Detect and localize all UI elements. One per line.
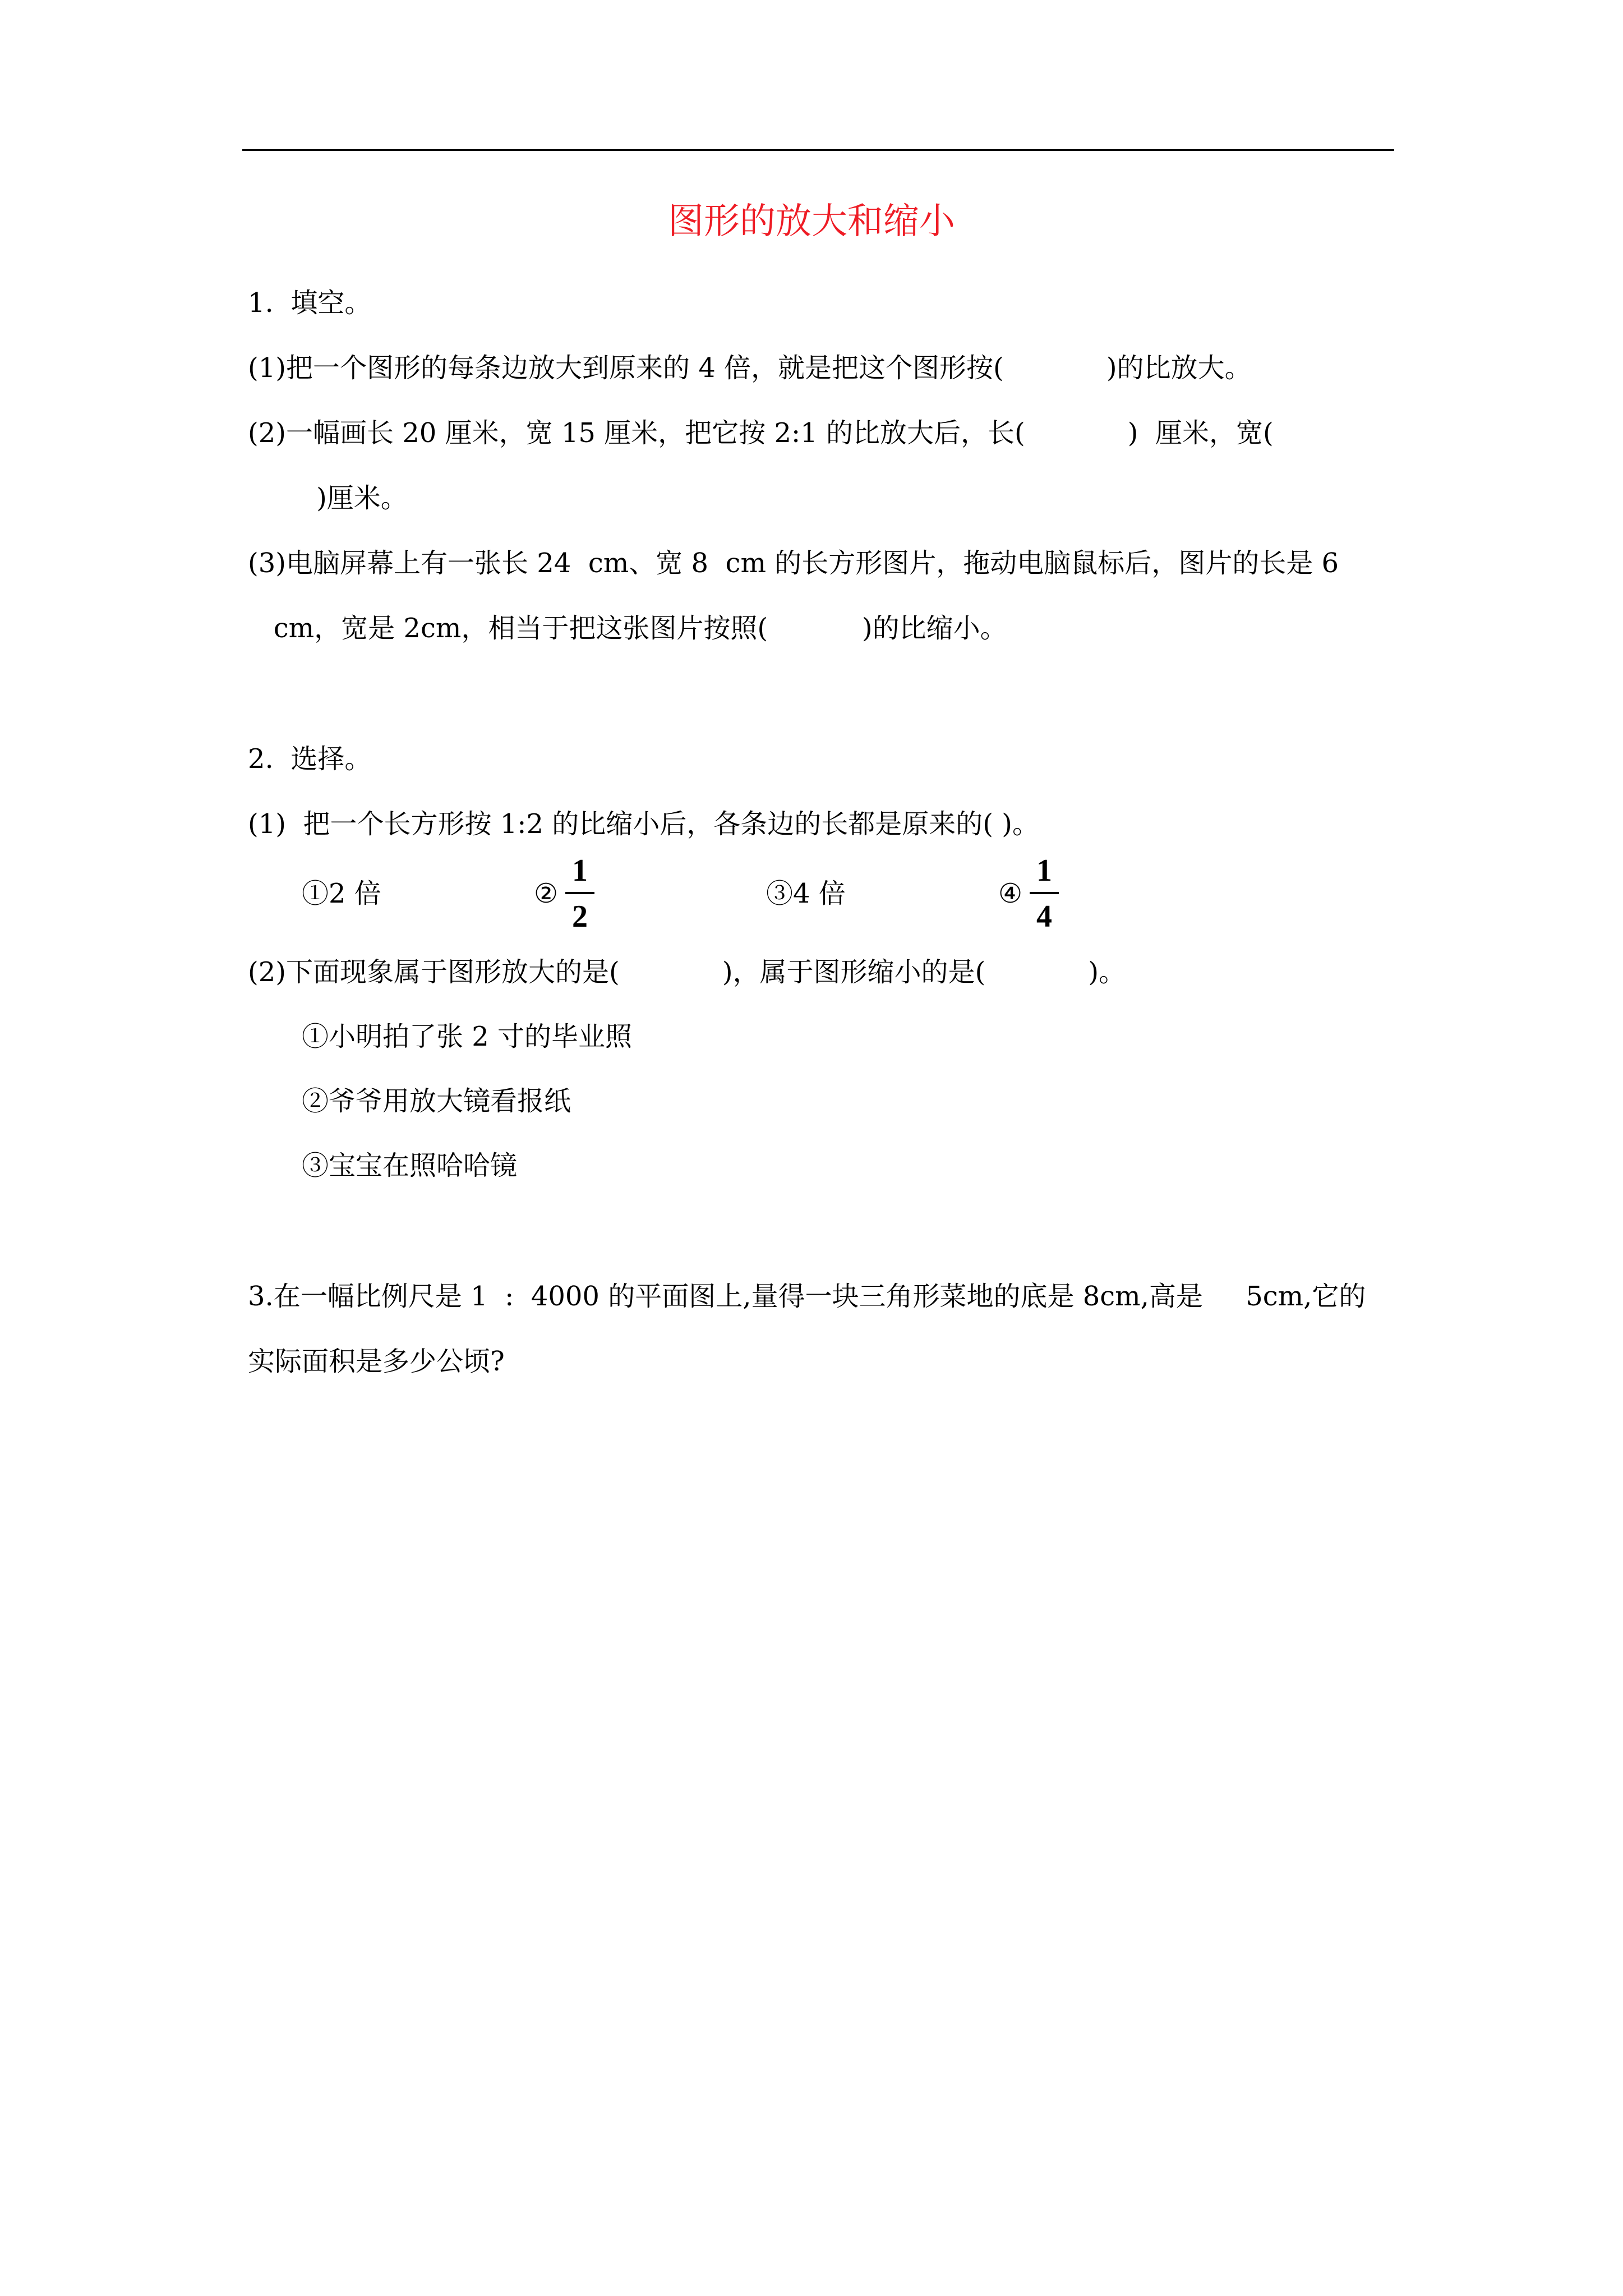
q2-option-3: ③4 倍: [766, 878, 846, 909]
q2-item-1: (1) 把一个长方形按 1:2 的比缩小后，各条边的长都是原来的( )。: [248, 808, 1039, 840]
q2-heading: 2. 选择。: [248, 743, 372, 775]
q3-line-2: 实际面积是多少公顷?: [248, 1346, 505, 1377]
header-rule: [242, 149, 1394, 151]
fraction-denominator: 2: [572, 899, 588, 934]
fraction-bar: [565, 892, 594, 894]
q3-line-1: 3.在一幅比例尺是 1 : 4000 的平面图上,量得一块三角形菜地的底是 8cm,高是 5cm,它的: [248, 1281, 1366, 1312]
q1-item-1: (1)把一个图形的每条边放大到原来的 4 倍，就是把这个图形按( )的比放大。: [248, 352, 1252, 384]
q2-item-2: (2)下面现象属于图形放大的是( )，属于图形缩小的是( )。: [248, 956, 1126, 988]
q2-item-2-choice-1: ①小明拍了张 2 寸的毕业照: [302, 1021, 633, 1052]
worksheet-title: 图形的放大和缩小: [668, 201, 955, 242]
q2-item-2-choice-3: ③宝宝在照哈哈镜: [302, 1150, 518, 1181]
q2-option-2-fraction: [563, 853, 597, 935]
q2-option-4-fraction: [1027, 853, 1061, 935]
q2-option-4-marker: ④: [998, 878, 1023, 909]
q1-item-3-line-2: cm，宽是 2cm，相当于把这张图片按照( )的比缩小。: [248, 613, 1007, 644]
q1-item-3-line-1: (3)电脑屏幕上有一张长 24 cm、宽 8 cm 的长方形图片，拖动电脑鼠标后，图片的长是 6: [248, 547, 1339, 579]
q1-item-2-line-1: (2)一幅画长 20 厘米，宽 15 厘米，把它按 2:1 的比放大后，长( ) 厘米，宽(: [248, 417, 1274, 449]
q1-heading: 1. 填空。: [248, 287, 372, 319]
q2-option-1: ①2 倍: [302, 878, 381, 909]
fraction-numerator: 1: [572, 853, 588, 888]
fraction-denominator: 4: [1036, 899, 1052, 934]
fraction-bar: [1030, 892, 1059, 894]
fraction-numerator: 1: [1036, 853, 1052, 888]
q2-option-2-marker: ②: [534, 878, 559, 909]
q1-item-2-line-2: )厘米。: [248, 482, 408, 514]
q2-item-2-choice-2: ②爷爷用放大镜看报纸: [302, 1085, 571, 1117]
